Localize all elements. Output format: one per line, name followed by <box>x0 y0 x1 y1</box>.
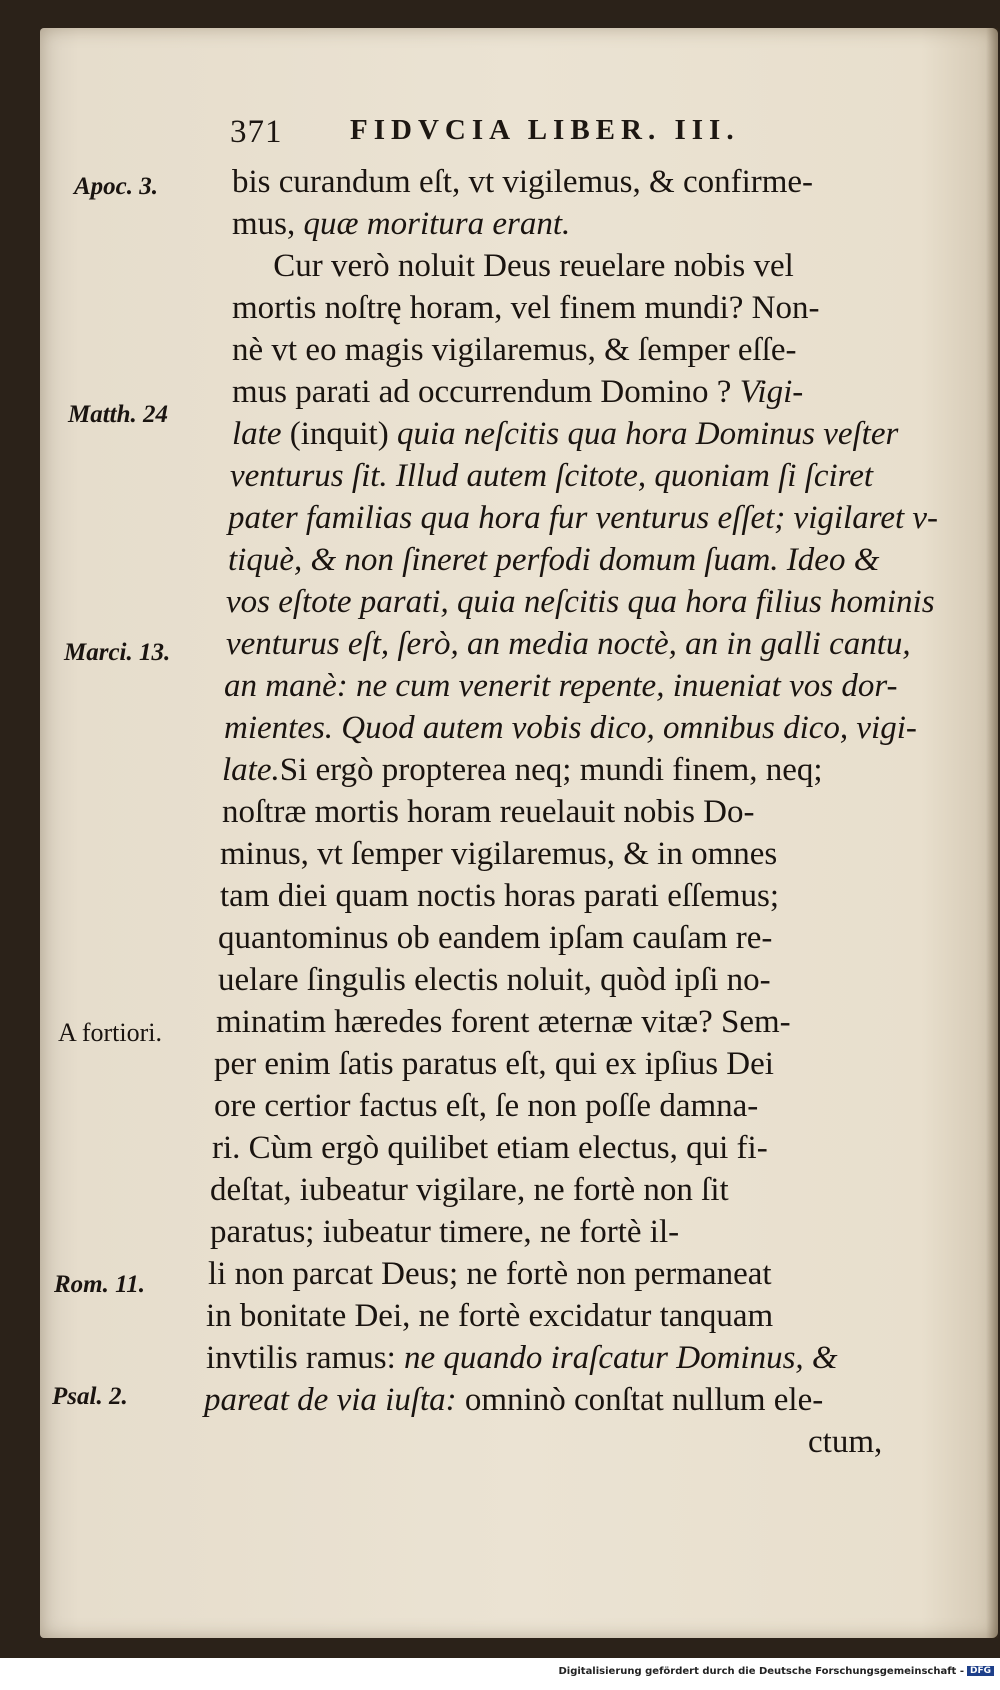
margin-note-fortiori: A fortiori. <box>58 1018 162 1047</box>
text-line: venturus eſt, ſerò, an media noctè, an in galli cantu, <box>226 626 911 662</box>
text-line: mus, quæ moritura erant. <box>232 206 571 242</box>
text-line: venturus ſit. Illud autem ſcitote, quoniam ſi ſciret <box>230 458 874 494</box>
text-line: quantominus ob eandem ipſam cauſam re- <box>218 920 773 956</box>
text-line: mientes. Quod autem vobis dico, omnibus dico, vigi- <box>224 710 917 746</box>
text-line: vos eſtote parati, quia neſcitis qua hora filius hominis <box>226 584 935 620</box>
digitization-credit <box>558 1666 994 1677</box>
text-line: deſtat, iubeatur vigilare, ne fortè non ſit <box>210 1172 729 1208</box>
text-line: tam diei quam noctis horas parati eſſemus; <box>220 878 780 914</box>
dfg-logo: DFG <box>967 1666 994 1676</box>
margin-note-rom: Rom. 11. <box>54 1271 145 1298</box>
text-line: ore certior factus eſt, ſe non poſſe damna- <box>214 1088 759 1124</box>
margin-note-apoc: Apoc. 3. <box>74 173 159 200</box>
text-line: late.Si ergò propterea neq; mundi finem, neq; <box>222 752 823 788</box>
text-line: bis curandum eſt, vt vigilemus, & confirme- <box>232 164 814 200</box>
text-line: paratus; iubeatur timere, ne fortè il- <box>210 1214 680 1250</box>
text-line: ri. Cùm ergò quilibet etiam electus, qui fi- <box>212 1130 768 1166</box>
page-edge-shadow <box>986 28 998 1638</box>
text-line: minatim hæredes forent æternæ vitæ? Sem- <box>216 1004 791 1040</box>
text-line: Cur verò noluit Deus reuelare nobis vel <box>232 248 794 284</box>
text-line: pater familias qua hora fur venturus eſſet; vigilaret v- <box>228 500 939 536</box>
text-line: uelare ſingulis electis noluit, quòd ipſi no- <box>218 962 771 998</box>
text-line: li non parcat Deus; ne fortè non permaneat <box>208 1256 772 1292</box>
page-number: 371 <box>230 114 283 150</box>
text-line: nè vt eo magis vigilaremus, & ſemper eſſe- <box>232 332 797 368</box>
text-line: per enim ſatis paratus eſt, qui ex ipſius Dei <box>214 1046 774 1082</box>
text-line: noſtræ mortis horam reuelauit nobis Do- <box>222 794 755 830</box>
text-line: invtilis ramus: ne quando iraſcatur Dominus, & <box>206 1340 838 1376</box>
margin-note-psal: Psal. 2. <box>52 1383 128 1410</box>
running-title: FIDVCIA LIBER. III. <box>350 114 740 146</box>
margin-note-marci: Marci. 13. <box>64 639 171 666</box>
text-line: in bonitate Dei, ne fortè excidatur tanquam <box>206 1298 774 1334</box>
text-line: tiquè, & non ſineret perfodi domum ſuam. Ideo & <box>228 542 880 578</box>
text-line: late (inquit) quia neſcitis qua hora Dominus veſter <box>232 416 899 452</box>
text-line: minus, vt ſemper vigilaremus, & in omnes <box>220 836 778 872</box>
margin-note-matth: Matth. 24 <box>68 401 169 428</box>
running-head <box>190 80 810 150</box>
text-line: pareat de via iuſta: omninò conſtat nullum ele- <box>204 1382 824 1418</box>
text-line: an manè: ne cum venerit repente, inueniat vos dor- <box>224 668 898 704</box>
text-line: mus parati ad occurrendum Domino ? Vigi- <box>232 374 804 410</box>
text-line: mortis noſtrę horam, vel finem mundi? Non- <box>232 290 820 326</box>
credit-text: Digitalisierung gefördert durch die Deutsche Forschungsgemeinschaft - <box>558 1666 964 1677</box>
catchword: ctum, <box>808 1424 883 1460</box>
